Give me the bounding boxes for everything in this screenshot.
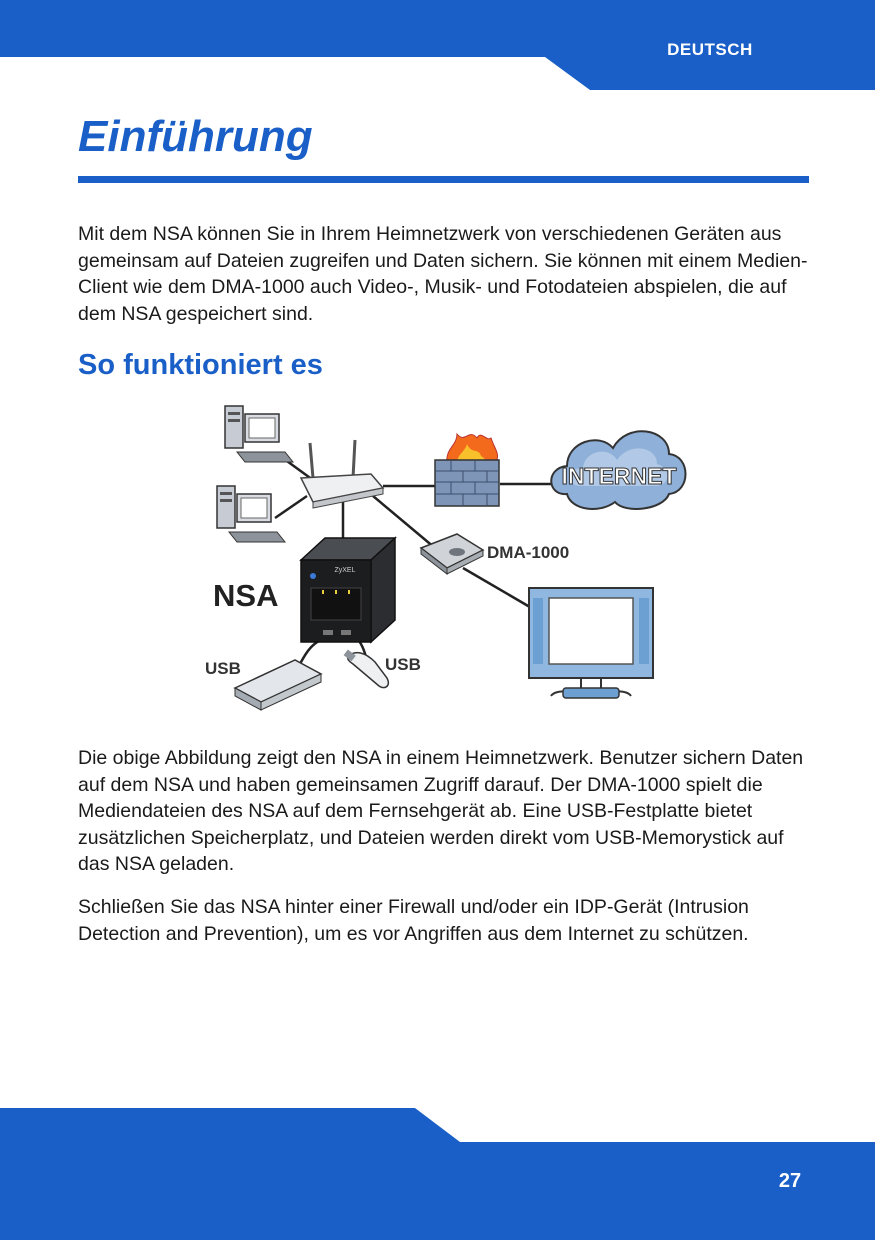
body-paragraph: Schließen Sie das NSA hinter einer Firewall und/oder ein IDP-Gerät (Intrusion Detection and Prevention), um es vor Angriffen aus dem Internet zu schützen. bbox=[78, 896, 749, 945]
dma-label: DMA-1000 bbox=[487, 543, 570, 562]
page-title: Einführung bbox=[78, 112, 313, 161]
usb-right-label: USB bbox=[385, 655, 421, 674]
usb-memory-stick-icon bbox=[344, 650, 389, 688]
firewall-icon bbox=[435, 434, 499, 506]
language-label: DEUTSCH bbox=[667, 40, 753, 59]
footer-band bbox=[0, 1108, 875, 1240]
usb-left-label: USB bbox=[205, 659, 241, 678]
intro-paragraph: Mit dem NSA können Sie in Ihrem Heimnetzwerk von verschiedenen Geräten aus gemeinsam auf Dateien zugreifen und Daten sichern. Sie können mit einem Medien-Client wie dem DMA-1000 auch Video-, Musik- und Fotodateien abspielen, die auf dem NSA gespeichert sind. bbox=[78, 223, 808, 325]
nsa-icon bbox=[301, 538, 395, 642]
dma-1000-icon bbox=[421, 534, 483, 574]
brand-label: ZyXEL bbox=[334, 567, 356, 574]
internet-label: INTERNET bbox=[561, 463, 677, 489]
page-number: 27 bbox=[778, 1170, 802, 1192]
body-paragraph: Die obige Abbildung zeigt den NSA in einem Heimnetzwerk. Benutzer sichern Daten auf dem NSA und haben gemeinsamen Zugriff darauf. Der DMA-1000 spielt die Mediendateien des NSA auf dem Fernsehgerät ab. Eine USB-Festplatte bietet zusätzlichen Speicherplatz, und Dateien werden direkt vom USB-Memorystick auf das NSA geladen. bbox=[78, 747, 804, 875]
television-icon bbox=[529, 588, 653, 698]
router-icon bbox=[301, 440, 383, 508]
section-title: So funktioniert es bbox=[78, 349, 323, 381]
usb-hard-drive-icon bbox=[235, 660, 321, 710]
computer-icon bbox=[225, 406, 293, 462]
title-rule bbox=[78, 176, 809, 183]
nsa-label: NSA bbox=[213, 578, 279, 613]
network-diagram bbox=[195, 398, 695, 718]
computer-icon bbox=[217, 486, 285, 542]
